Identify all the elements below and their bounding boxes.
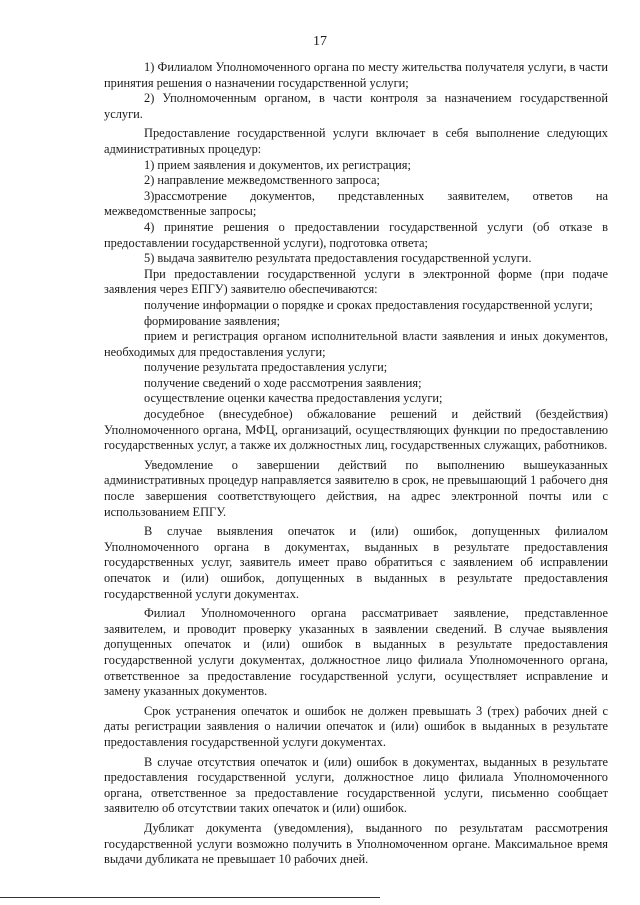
paragraph: формирование заявления; — [144, 313, 281, 328]
page-number: 17 — [313, 34, 327, 49]
paragraph: Филиал Уполномоченного органа рассматривает заявление, представленное заявителем, и проводит проверку указанных в заявлении сведений. В случае выявления допущенных опечаток и (или) ошибок в выданных в результате предоставления государственной услуги документах, должностное лицо филиала Уполномоченного органа, ответственное за предоставление государственной услуги, осуществляет исправление и замену указанных документов. — [104, 606, 608, 699]
paragraph: 5) выдача заявителю результата предоставления государственной услуги. — [144, 251, 532, 266]
paragraph: При предоставлении государственной услуги в электронной форме (при подаче заявления через ЕПГУ) заявителю обеспечиваются: — [104, 266, 608, 297]
paragraph: осуществление оценки качества предоставления услуги; — [144, 391, 443, 406]
paragraph: Дубликат документа (уведомления), выданного по результатам рассмотрения государственной услуги возможно получить в Уполномоченном органе. Максимальное время выдачи дубликата не превышает 10 рабочих дней. — [104, 820, 608, 867]
paragraph: получение информации о порядке и сроках предоставления государственной услуги; — [144, 297, 593, 312]
paragraph: Уведомление о завершении действий по выполнению вышеуказанных административных процедур направляется заявителю в срок, не превышающий 1 рабочего дня после завершения соответствующего действия, на адрес электронной почты или с использованием ЕПГУ. — [104, 457, 608, 519]
paragraph: В случае отсутствия опечаток и (или) ошибок в документах, выданных в результате предоставления государственной услуги, должностное лицо филиала Уполномоченного органа, ответственное за предоставление государственной услуги, письменно сообщает заявителю об отсутствии таких опечаток и (или) ошибок. — [104, 754, 608, 816]
paragraph: Срок устранения опечаток и ошибок не должен превышать 3 (трех) рабочих дней с даты регистрации заявления о наличии опечаток и (или) ошибок в выданных в результате предоставления государственной услуги документах. — [104, 703, 608, 749]
paragraph: 2) Уполномоченным органом, в части контроля за назначением государственной услуги. — [104, 91, 608, 121]
bottom-rule — [0, 897, 380, 898]
paragraph: получение результата предоставления услуги; — [144, 360, 388, 375]
document-body — [104, 60, 608, 868]
paragraph: 1) Филиалом Уполномоченного органа по месту жительства получателя услуги, в части принятия решения о назначении государственной услуги; — [104, 60, 608, 90]
paragraph: 2) направление межведомственного запроса; — [144, 173, 380, 188]
paragraph: 1) прием заявления и документов, их регистрация; — [144, 157, 411, 172]
paragraph: досудебное (внесудебное) обжалование решений и действий (бездействия) Уполномоченного органа, МФЦ, организаций, осуществляющих функции по предоставлению государственных услуг, а также их должностных лиц, государственных служащих, работников. — [104, 407, 608, 453]
paragraph: получение сведений о ходе рассмотрения заявления; — [144, 375, 422, 390]
paragraph: 4) принятие решения о предоставлении государственной услуги (об отказе в предоставлении государственной услуги), подготовка ответа; — [104, 219, 608, 250]
paragraph: прием и регистрация органом исполнительной власти заявления и иных документов, необходимых для предоставления услуги; — [104, 329, 608, 359]
paragraph: 3)рассмотрение документов, представленных заявителем, ответов на межведомственные запросы; — [104, 188, 608, 219]
paragraph: Предоставление государственной услуги включает в себя выполнение следующих административных процедур: — [104, 126, 608, 156]
paragraph: В случае выявления опечаток и (или) ошибок, допущенных филиалом Уполномоченного органа в документах, выданных в результате предоставления государственных услуг, заявитель имеет право обратиться с заявлением об исправлении опечаток и (или) ошибок, допущенных в выданных в результате предоставления государственной услуги документах. — [104, 524, 608, 601]
